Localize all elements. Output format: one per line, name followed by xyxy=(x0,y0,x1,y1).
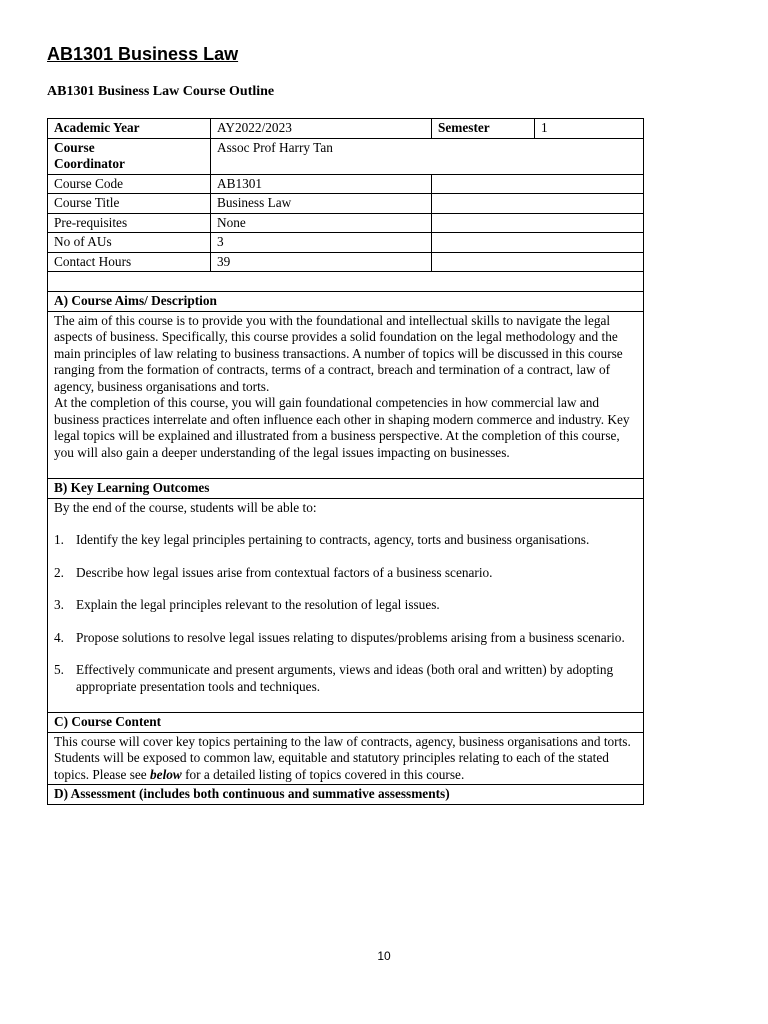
section-b-heading-row xyxy=(48,479,644,499)
info-value: 39 xyxy=(211,252,432,272)
info-blank-cell xyxy=(432,213,644,233)
section-a-body xyxy=(48,311,644,479)
content-text: This course will cover key topics pertaining to the law of contracts, agency, business organisations and torts. Students will be exposed to common law, equitable and statutory principles relating to each of the stated topics. Please see xyxy=(54,733,631,782)
info-blank-cell xyxy=(432,252,644,272)
coordinator-label-line2: Coordinator xyxy=(54,156,125,171)
info-blank-cell xyxy=(432,174,644,194)
content-emphasis: below xyxy=(150,766,182,782)
content-text: for a detailed listing of topics covered in this course. xyxy=(181,766,465,782)
academic-year-label: Academic Year xyxy=(48,119,211,139)
list-item-number: 4. xyxy=(54,629,64,645)
semester-value: 1 xyxy=(535,119,644,139)
course-outline-table xyxy=(47,118,644,805)
outcomes-list xyxy=(54,532,637,695)
document-title: AB1301 Business Law xyxy=(47,44,239,64)
list-item-number: 5. xyxy=(54,662,64,677)
info-blank-cell xyxy=(432,194,644,214)
list-item-text: Describe how legal issues arise from contextual factors of a business scenario. xyxy=(76,564,493,580)
spacer-row xyxy=(48,272,644,292)
section-b-body-row xyxy=(48,498,644,713)
coordinator-label xyxy=(48,138,211,174)
list-item xyxy=(54,532,637,549)
section-c-body-row xyxy=(48,732,644,785)
section-b-body xyxy=(48,498,644,713)
list-item-number: 3. xyxy=(54,597,64,612)
info-row xyxy=(48,252,644,272)
aims-paragraph: At the completion of this course, you will gain foundational competencies in how commercial law and business practices interrelate and often influence each other in shaping modern commerce and industry. Key legal topics will be explained and illustrated from a business perspective. At the completion of this course, you will also gain a deeper understanding of the legal issues impacting on businesses. xyxy=(54,395,630,460)
list-item xyxy=(54,630,637,647)
section-c-heading-row xyxy=(48,713,644,733)
list-item xyxy=(54,662,637,695)
page-number: 10 xyxy=(377,949,391,963)
info-row xyxy=(48,194,644,214)
section-a-heading-row xyxy=(48,292,644,312)
aims-paragraph: The aim of this course is to provide you with the foundational and intellectual skills to navigate the legal aspects of business. Specifically, this course provides a solid foundation on the legal methodology and the main principles of law relating to business transactions. A number of topics will be discussed in this course ranging from the formation of contracts, terms of a contract, breach and termination of a contract, law of agency, business organisations and torts. xyxy=(54,312,623,394)
section-a-body-row xyxy=(48,311,644,479)
info-row xyxy=(48,213,644,233)
list-item-text: Identify the key legal principles pertaining to contracts, agency, torts and business organisations. xyxy=(76,532,590,547)
list-item-text: Explain the legal principles relevant to the resolution of legal issues. xyxy=(76,597,440,612)
info-value: AB1301 xyxy=(211,174,432,194)
list-item-number: 1. xyxy=(54,532,64,547)
info-label: Course Code xyxy=(48,174,211,194)
list-item-text: Propose solutions to resolve legal issues relating to disputes/problems arising from a business scenario. xyxy=(76,629,625,645)
section-d-heading: D) Assessment (includes both continuous and summative assessments) xyxy=(48,785,644,805)
list-item-number: 2. xyxy=(54,564,64,580)
section-d-heading-row xyxy=(48,785,644,805)
info-label: No of AUs xyxy=(48,233,211,253)
info-row xyxy=(48,174,644,194)
list-item xyxy=(54,597,637,614)
info-blank-cell xyxy=(432,233,644,253)
section-c-heading: C) Course Content xyxy=(48,713,644,733)
section-b-heading: B) Key Learning Outcomes xyxy=(48,479,644,499)
outcomes-intro: By the end of the course, students will be able to: xyxy=(54,499,317,515)
section-c-body xyxy=(48,732,644,785)
coordinator-label-line1: Course xyxy=(54,139,95,155)
coordinator-value: Assoc Prof Harry Tan xyxy=(211,138,644,174)
list-item xyxy=(54,565,637,582)
info-label: Pre-requisites xyxy=(48,213,211,233)
info-value: Business Law xyxy=(211,194,432,214)
academic-year-value: AY2022/2023 xyxy=(211,119,432,139)
semester-label: Semester xyxy=(432,119,535,139)
section-a-heading: A) Course Aims/ Description xyxy=(48,292,644,312)
spacer-cell xyxy=(48,272,644,292)
info-label: Course Title xyxy=(48,194,211,214)
info-label: Contact Hours xyxy=(48,252,211,272)
course-outline-heading: AB1301 Business Law Course Outline xyxy=(47,84,275,99)
info-row xyxy=(48,233,644,253)
info-value: None xyxy=(211,213,432,233)
list-item-text: Effectively communicate and present arguments, views and ideas (both oral and written) by adopting appropriate presentation tools and techniques. xyxy=(76,662,614,694)
coordinator-row xyxy=(48,138,644,174)
academic-year-row xyxy=(48,119,644,139)
info-value: 3 xyxy=(211,233,432,253)
